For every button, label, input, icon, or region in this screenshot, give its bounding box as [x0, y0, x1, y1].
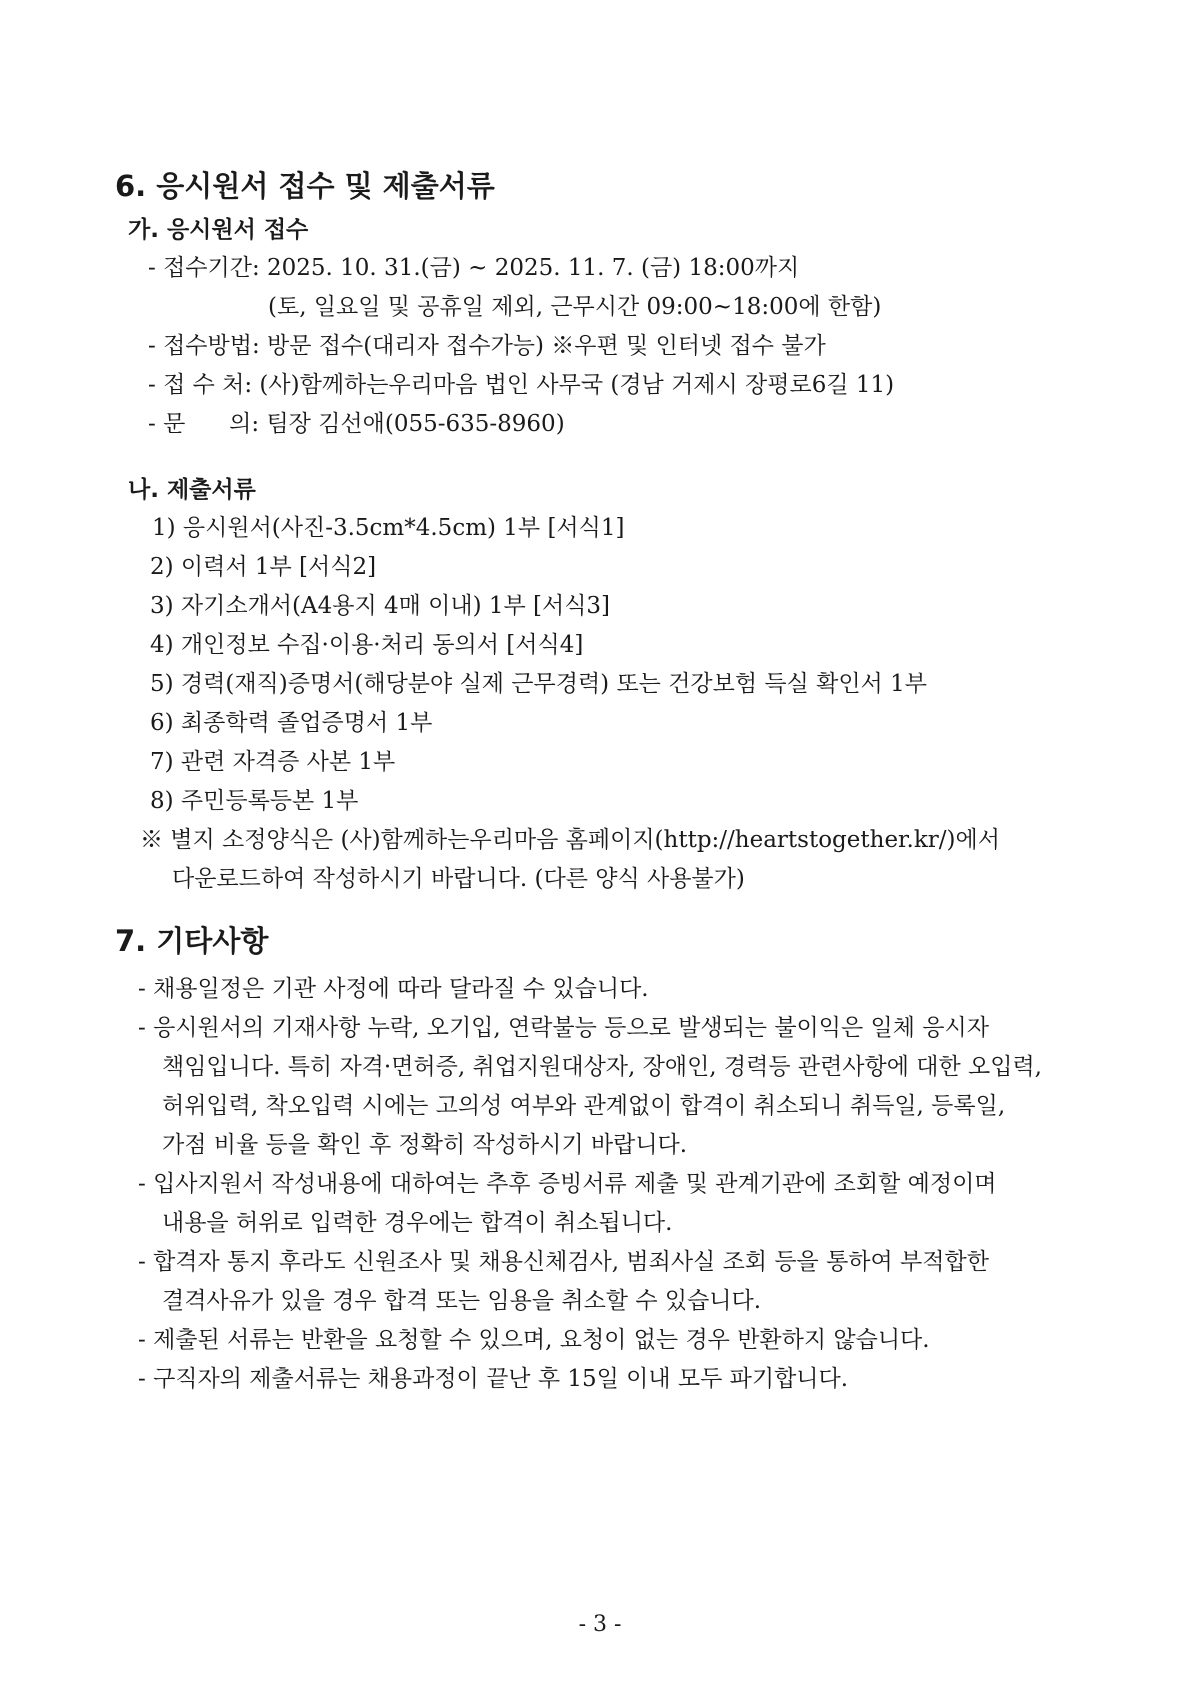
contact-info: - 문 의: 팀장 김선애(055-635-8960)	[148, 411, 565, 437]
other-item: - 입사지원서 작성내용에 대하여는 추후 증빙서류 제출 및 관계기관에 조회할 예정이며	[138, 1171, 997, 1197]
section-6b-title: 나. 제출서류	[128, 477, 256, 503]
other-item-cont: 책임입니다. 특히 자격·면허증, 취업지원대상자, 장애인, 경력등 관련사항에 대한 오입력,	[162, 1054, 1042, 1080]
document-item: 2) 이력서 1부 [서식2]	[150, 554, 377, 580]
document-item: 8) 주민등록등본 1부	[150, 788, 359, 814]
form-download-note: ※ 별지 소정양식은 (사)함께하는우리마음 홈페이지(http://heartstogether.kr/)에서	[140, 827, 1000, 853]
document-item: 6) 최종학력 졸업증명서 1부	[150, 710, 433, 736]
document-item: 4) 개인정보 수집·이용·처리 동의서 [서식4]	[150, 632, 584, 658]
other-item-cont: 허위입력, 착오입력 시에는 고의성 여부와 관계없이 합격이 취소되니 취득일, 등록일,	[162, 1093, 1006, 1119]
other-item: - 합격자 통지 후라도 신원조사 및 채용신체검사, 범죄사실 조회 등을 통하여 부적합한	[138, 1249, 989, 1275]
document-item: 5) 경력(재직)증명서(해당분야 실제 근무경력) 또는 건강보험 득실 확인서 1부	[150, 671, 927, 697]
section-6a-title: 가. 응시원서 접수	[128, 217, 309, 243]
reception-place: - 접 수 처: (사)함께하는우리마음 법인 사무국 (경남 거제시 장평로6길 11)	[148, 372, 895, 398]
document-item: 3) 자기소개서(A4용지 4매 이내) 1부 [서식3]	[150, 593, 611, 619]
reception-period-note: (토, 일요일 및 공휴일 제외, 근무시간 09:00~18:00에 한함)	[268, 294, 882, 320]
document-item: 7) 관련 자격증 사본 1부	[150, 749, 396, 775]
other-item: - 구직자의 제출서류는 채용과정이 끝난 후 15일 이내 모두 파기합니다.	[138, 1366, 849, 1392]
reception-period: - 접수기간: 2025. 10. 31.(금) ~ 2025. 11. 7. (금) 18:00까지	[148, 255, 800, 281]
other-item-cont: 결격사유가 있을 경우 합격 또는 임용을 취소할 수 있습니다.	[162, 1288, 762, 1314]
section-6-title: 6. 응시원서 접수 및 제출서류	[115, 169, 495, 203]
page-number: - 3 -	[578, 1612, 622, 1637]
other-item-cont: 가점 비율 등을 확인 후 정확히 작성하시기 바랍니다.	[162, 1132, 688, 1158]
form-download-note-cont: 다운로드하여 작성하시기 바랍니다. (다른 양식 사용불가)	[172, 866, 745, 892]
document-item: 1) 응시원서(사진-3.5cm*4.5cm) 1부 [서식1]	[152, 515, 625, 541]
other-item: - 채용일정은 기관 사정에 따라 달라질 수 있습니다.	[138, 976, 649, 1002]
reception-method: - 접수방법: 방문 접수(대리자 접수가능) ※우편 및 인터넷 접수 불가	[148, 333, 826, 359]
other-item: - 응시원서의 기재사항 누락, 오기입, 연락불능 등으로 발생되는 불이익은 일체 응시자	[138, 1015, 989, 1041]
other-item: - 제출된 서류는 반환을 요청할 수 있으며, 요청이 없는 경우 반환하지 않습니다.	[138, 1327, 930, 1353]
other-item-cont: 내용을 허위로 입력한 경우에는 합격이 취소됩니다.	[162, 1210, 673, 1236]
section-7-title: 7. 기타사항	[115, 924, 269, 958]
